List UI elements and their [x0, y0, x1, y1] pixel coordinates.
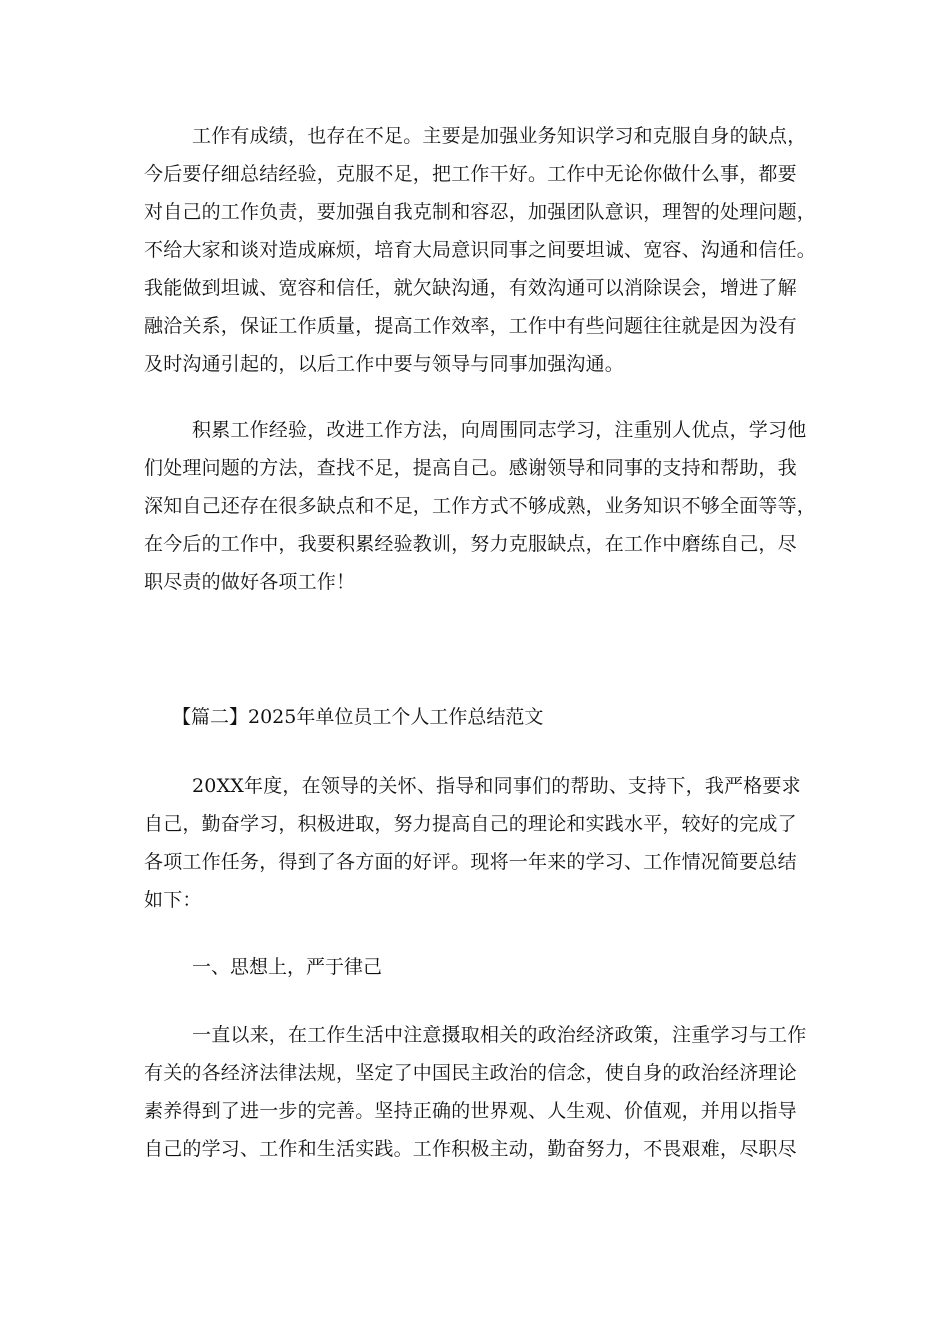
paragraph-line: 们处理问题的方法，查找不足，提高自己。感谢领导和同事的支持和帮助，我: [144, 457, 797, 479]
paragraph-line: 在今后的工作中，我要积累经验教训，努力克服缺点，在工作中磨练自己，尽: [144, 533, 797, 555]
paragraph-line: 深知自己还存在很多缺点和不足，工作方式不够成熟，业务知识不够全面等等，: [144, 495, 817, 517]
paragraph-line: 不给大家和谈对造成麻烦，培育大局意识同事之间要坦诚、宽容、沟通和信任。: [144, 239, 817, 261]
paragraph-line: 今后要仔细总结经验，克服不足，把工作干好。工作中无论你做什么事，都要: [144, 163, 797, 185]
section-title: 【篇二】2025年单位员工个人工作总结范文: [172, 706, 544, 728]
subheading-block: [144, 948, 824, 986]
subheading: 一、思想上，严于律己: [192, 956, 383, 978]
paragraph-line: 积累工作经验，改进工作方法，向周围同志学习，注重别人优点，学习他: [192, 419, 807, 441]
paragraph-line: 及时沟通引起的，以后工作中要与领导与同事加强沟通。: [144, 353, 625, 375]
section-title-block: [144, 698, 824, 736]
paragraph-1: [144, 117, 824, 383]
paragraph-line: 对自己的工作负责，要加强自我克制和容忍，加强团队意识，理智的处理问题，: [144, 201, 817, 223]
paragraph-line: 20XX年度，在领导的关怀、指导和同事们的帮助、支持下，我严格要求: [192, 775, 801, 797]
paragraph-line: 素养得到了进一步的完善。坚持正确的世界观、人生观、价值观，并用以指导: [144, 1100, 797, 1122]
paragraph-line: 自己，勤奋学习，积极进取，努力提高自己的理论和实践水平，较好的完成了: [144, 813, 797, 835]
paragraph-line: 有关的各经济法律法规，坚定了中国民主政治的信念，使自身的政治经济理论: [144, 1062, 797, 1084]
paragraph-3: [144, 767, 824, 919]
paragraph-line: 各项工作任务，得到了各方面的好评。现将一年来的学习、工作情况简要总结: [144, 851, 797, 873]
paragraph-line: 自己的学习、工作和生活实践。工作积极主动，勤奋努力，不畏艰难，尽职尽: [144, 1138, 797, 1160]
paragraph-line: 融洽关系，保证工作质量，提高工作效率，工作中有些问题往往就是因为没有: [144, 315, 797, 337]
paragraph-line: 工作有成绩，也存在不足。主要是加强业务知识学习和克服自身的缺点，: [192, 125, 807, 147]
paragraph-line: 我能做到坦诚、宽容和信任，就欠缺沟通，有效沟通可以消除误会，增进了解: [144, 277, 797, 299]
paragraph-line: 如下：: [144, 889, 202, 911]
paragraph-line: 一直以来，在工作生活中注意摄取相关的政治经济政策，注重学习与工作: [192, 1024, 807, 1046]
paragraph-line: 职尽责的做好各项工作！: [144, 571, 356, 593]
paragraph-4: [144, 1016, 824, 1168]
paragraph-2: [144, 411, 824, 601]
